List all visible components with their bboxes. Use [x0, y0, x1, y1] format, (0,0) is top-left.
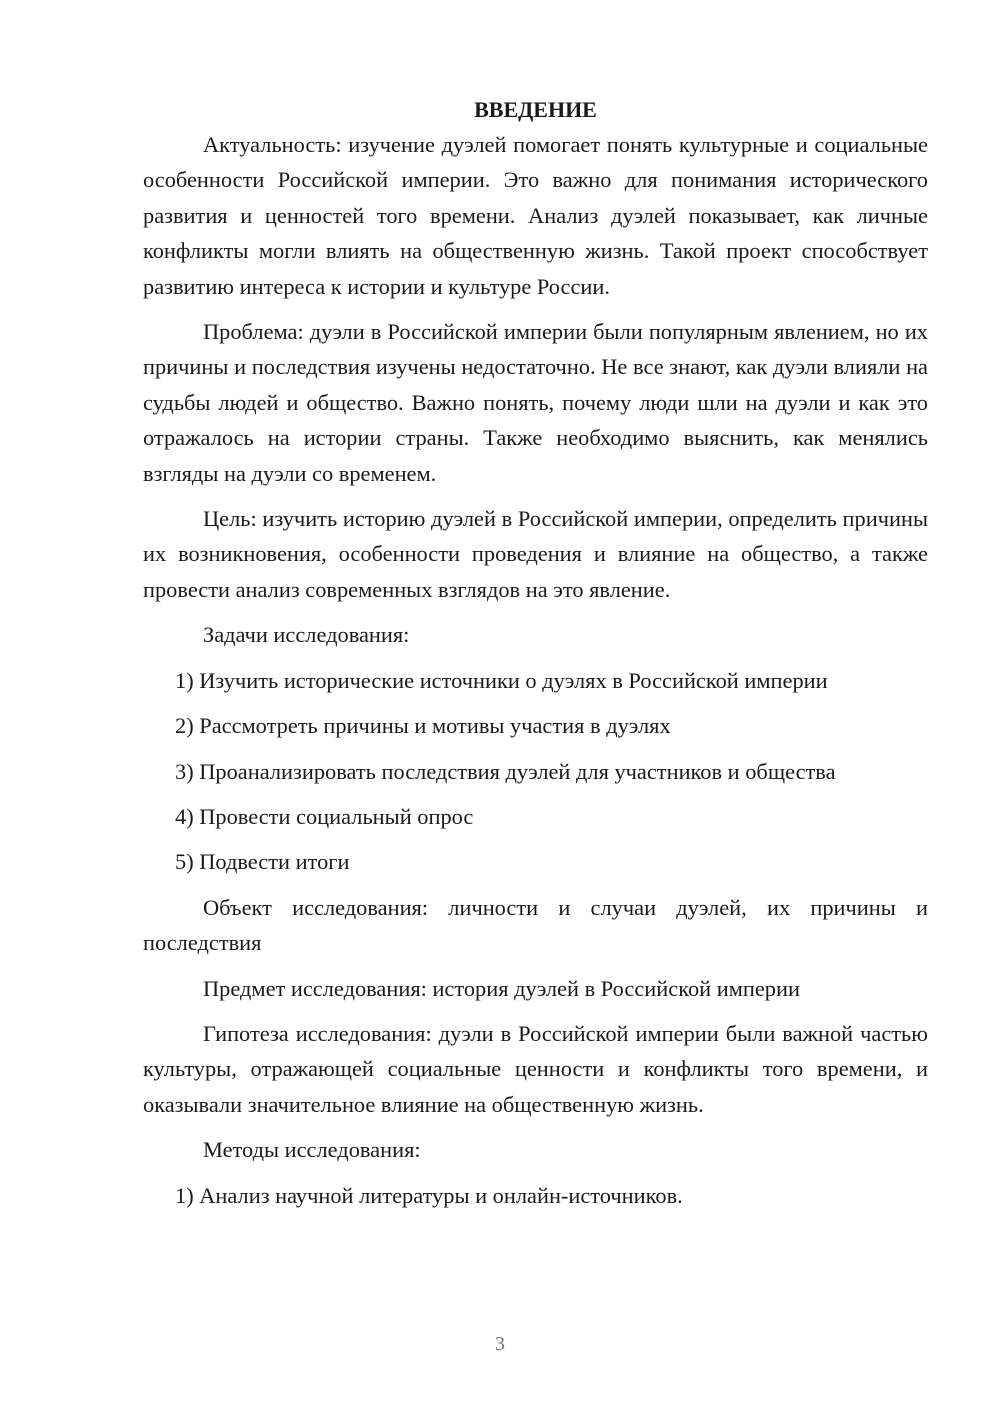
tasks-heading: Задачи исследования:: [203, 622, 410, 648]
tasks-list: [143, 663, 928, 880]
methods-heading: Методы исследования:: [203, 1137, 421, 1163]
section-title: ВВЕДЕНИЕ: [474, 97, 597, 122]
goal-paragraph: Цель: изучить историю дуэлей в Российской империи, определить причины их возникновения, особенности проведения и влияние на общество, а также провести анализ современных взглядов на это явление.: [143, 506, 928, 602]
methods-list: [143, 1178, 928, 1213]
document-page: [143, 92, 928, 1223]
list-item: 1) Изучить исторические источники о дуэлях в Российской империи: [175, 667, 828, 693]
subject-paragraph: Предмет исследования: история дуэлей в Российской империи: [203, 975, 800, 1001]
list-item: 2) Рассмотреть причины и мотивы участия в дуэлях: [175, 713, 671, 739]
relevance-paragraph: Актуальность: изучение дуэлей помогает понять культурные и социальные особенности Российской империи. Это важно для понимания исторического развития и ценностей того времени. Анализ дуэлей показывает, как личные конфликты могли влиять на общественную жизнь. Такой проект способствует развитию интереса к истории и культуре России.: [143, 132, 928, 299]
list-item: 4) Провести социальный опрос: [175, 803, 474, 829]
problem-paragraph: Проблема: дуэли в Российской империи были популярным явлением, но их причины и последствия изучены недостаточно. Не все знают, как дуэли влияли на судьбы людей и общество. Важно понять, почему люди шли на дуэли и как это отражалось на истории страны. Также необходимо выяснить, как менялись взгляды на дуэли со временем.: [143, 319, 928, 486]
list-item: 5) Подвести итоги: [175, 849, 350, 875]
list-item: 3) Проанализировать последствия дуэлей для участников и общества: [175, 758, 836, 784]
hypothesis-paragraph: Гипотеза исследования: дуэли в Российской империи были важной частью культуры, отражающей социальные ценности и конфликты того времени, и оказывали значительное влияние на общественную жизнь.: [143, 1020, 928, 1117]
list-item: 1) Анализ научной литературы и онлайн-источников.: [175, 1182, 683, 1208]
page-number: 3: [495, 1333, 505, 1355]
object-paragraph: Объект исследования: личности и случаи дуэлей, их причины и последствия: [143, 894, 928, 956]
